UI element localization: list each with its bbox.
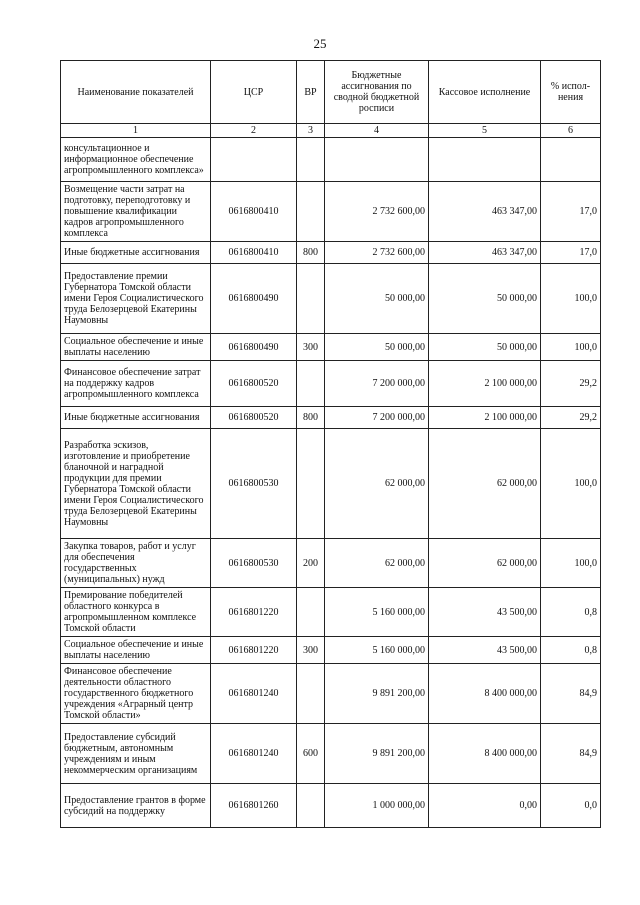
table-row [61, 334, 601, 361]
row-vr-code: 200 [297, 539, 325, 588]
row-csr-code: 0616800530 [211, 539, 297, 588]
row-budget-amount: 5 160 000,00 [325, 588, 429, 637]
row-vr-code [297, 264, 325, 334]
row-execution-amount: 2 100 000,00 [429, 407, 541, 429]
row-csr-code: 0616800410 [211, 182, 297, 242]
row-name: Социальное обеспечение и иные выплаты населению [61, 334, 211, 361]
row-csr-code: 0616801240 [211, 724, 297, 784]
row-vr-code: 600 [297, 724, 325, 784]
table-row [61, 242, 601, 264]
row-budget-amount: 2 732 600,00 [325, 242, 429, 264]
row-name: Премирование победителей областного конкурса в агропромышленном комплексе Томской области [61, 588, 211, 637]
table-row [61, 182, 601, 242]
column-number: 2 [211, 124, 297, 138]
budget-execution-table [60, 60, 601, 828]
row-execution-percent: 29,2 [541, 361, 601, 407]
row-execution-amount [429, 138, 541, 182]
row-execution-percent: 100,0 [541, 334, 601, 361]
column-number-row [61, 124, 601, 138]
table-header-row [61, 61, 601, 124]
row-name: Социальное обеспечение и иные выплаты населению [61, 637, 211, 664]
row-name: Предоставление премии Губернатора Томской области имени Героя Социалистического труда Белозерцевой Екатерины Наумовны [61, 264, 211, 334]
row-csr-code: 0616800520 [211, 407, 297, 429]
row-csr-code: 0616801220 [211, 588, 297, 637]
row-budget-amount: 5 160 000,00 [325, 637, 429, 664]
header-vr: ВР [297, 61, 325, 124]
row-name: Предоставление субсидий бюджетным, автономным учреждениям и иным некоммерческим организациям [61, 724, 211, 784]
header-percent: % испол-нения [541, 61, 601, 124]
row-budget-amount: 1 000 000,00 [325, 784, 429, 828]
row-budget-amount: 9 891 200,00 [325, 724, 429, 784]
table-row [61, 429, 601, 539]
table-body [61, 138, 601, 828]
row-budget-amount: 9 891 200,00 [325, 664, 429, 724]
row-budget-amount: 7 200 000,00 [325, 407, 429, 429]
row-vr-code [297, 784, 325, 828]
row-name: Возмещение части затрат на подготовку, переподготовку и повышение квалификации кадров агропромышленного комплекса [61, 182, 211, 242]
row-execution-percent [541, 138, 601, 182]
row-name: Закупка товаров, работ и услуг для обеспечения государственных (муниципальных) нужд [61, 539, 211, 588]
row-execution-percent: 17,0 [541, 242, 601, 264]
column-number: 1 [61, 124, 211, 138]
column-number: 4 [325, 124, 429, 138]
row-csr-code: 0616801240 [211, 664, 297, 724]
row-csr-code [211, 138, 297, 182]
row-name: консультационное и информационное обеспечение агропромышленного комплекса» [61, 138, 211, 182]
row-name: Иные бюджетные ассигнования [61, 407, 211, 429]
row-execution-amount: 0,00 [429, 784, 541, 828]
row-execution-amount: 62 000,00 [429, 539, 541, 588]
table-row [61, 539, 601, 588]
row-budget-amount: 50 000,00 [325, 334, 429, 361]
row-vr-code [297, 588, 325, 637]
row-execution-amount: 2 100 000,00 [429, 361, 541, 407]
row-execution-amount: 8 400 000,00 [429, 664, 541, 724]
table-row [61, 264, 601, 334]
row-name: Разработка эскизов, изготовление и приобретение бланочной и наградной продукции для премии Губернатора Томской области имени Героя Социалистического труда Белозерцевой Екатерины Наумовны [61, 429, 211, 539]
row-budget-amount: 2 732 600,00 [325, 182, 429, 242]
row-vr-code [297, 361, 325, 407]
row-csr-code: 0616800490 [211, 334, 297, 361]
row-csr-code: 0616800490 [211, 264, 297, 334]
row-name: Финансовое обеспечение затрат на поддержку кадров агропромышленного комплекса [61, 361, 211, 407]
row-budget-amount: 7 200 000,00 [325, 361, 429, 407]
row-execution-percent: 100,0 [541, 429, 601, 539]
table-row [61, 664, 601, 724]
header-name: Наименование показателей [61, 61, 211, 124]
row-vr-code: 800 [297, 407, 325, 429]
header-budget: Бюджетные ассигнования по сводной бюджетной росписи [325, 61, 429, 124]
row-vr-code [297, 429, 325, 539]
row-vr-code: 800 [297, 242, 325, 264]
row-csr-code: 0616800410 [211, 242, 297, 264]
row-execution-amount: 8 400 000,00 [429, 724, 541, 784]
row-budget-amount [325, 138, 429, 182]
page-number: 25 [313, 36, 327, 51]
row-execution-percent: 84,9 [541, 724, 601, 784]
table-row [61, 361, 601, 407]
table-row [61, 138, 601, 182]
row-execution-percent: 29,2 [541, 407, 601, 429]
column-number: 3 [297, 124, 325, 138]
table-row [61, 407, 601, 429]
row-execution-amount: 50 000,00 [429, 264, 541, 334]
row-name: Предоставление грантов в форме субсидий на поддержку [61, 784, 211, 828]
table-row [61, 724, 601, 784]
row-vr-code [297, 664, 325, 724]
row-execution-amount: 43 500,00 [429, 637, 541, 664]
row-csr-code: 0616800530 [211, 429, 297, 539]
row-execution-percent: 0,8 [541, 637, 601, 664]
row-execution-amount: 62 000,00 [429, 429, 541, 539]
header-csr: ЦСР [211, 61, 297, 124]
table-row [61, 784, 601, 828]
row-vr-code: 300 [297, 637, 325, 664]
row-execution-amount: 50 000,00 [429, 334, 541, 361]
row-csr-code: 0616801220 [211, 637, 297, 664]
row-execution-amount: 463 347,00 [429, 242, 541, 264]
row-execution-percent: 100,0 [541, 264, 601, 334]
row-execution-percent: 0,8 [541, 588, 601, 637]
table-row [61, 588, 601, 637]
row-budget-amount: 62 000,00 [325, 539, 429, 588]
column-number: 6 [541, 124, 601, 138]
row-name: Иные бюджетные ассигнования [61, 242, 211, 264]
row-execution-amount: 43 500,00 [429, 588, 541, 637]
table-row [61, 637, 601, 664]
row-csr-code: 0616800520 [211, 361, 297, 407]
row-budget-amount: 50 000,00 [325, 264, 429, 334]
row-vr-code [297, 182, 325, 242]
row-execution-percent: 17,0 [541, 182, 601, 242]
row-csr-code: 0616801260 [211, 784, 297, 828]
row-execution-percent: 84,9 [541, 664, 601, 724]
row-execution-percent: 0,0 [541, 784, 601, 828]
row-budget-amount: 62 000,00 [325, 429, 429, 539]
row-vr-code [297, 138, 325, 182]
row-execution-percent: 100,0 [541, 539, 601, 588]
row-name: Финансовое обеспечение деятельности областного государственного бюджетного учреждения «Аграрный центр Томской области» [61, 664, 211, 724]
row-vr-code: 300 [297, 334, 325, 361]
column-number: 5 [429, 124, 541, 138]
header-execution: Кассовое исполнение [429, 61, 541, 124]
row-execution-amount: 463 347,00 [429, 182, 541, 242]
